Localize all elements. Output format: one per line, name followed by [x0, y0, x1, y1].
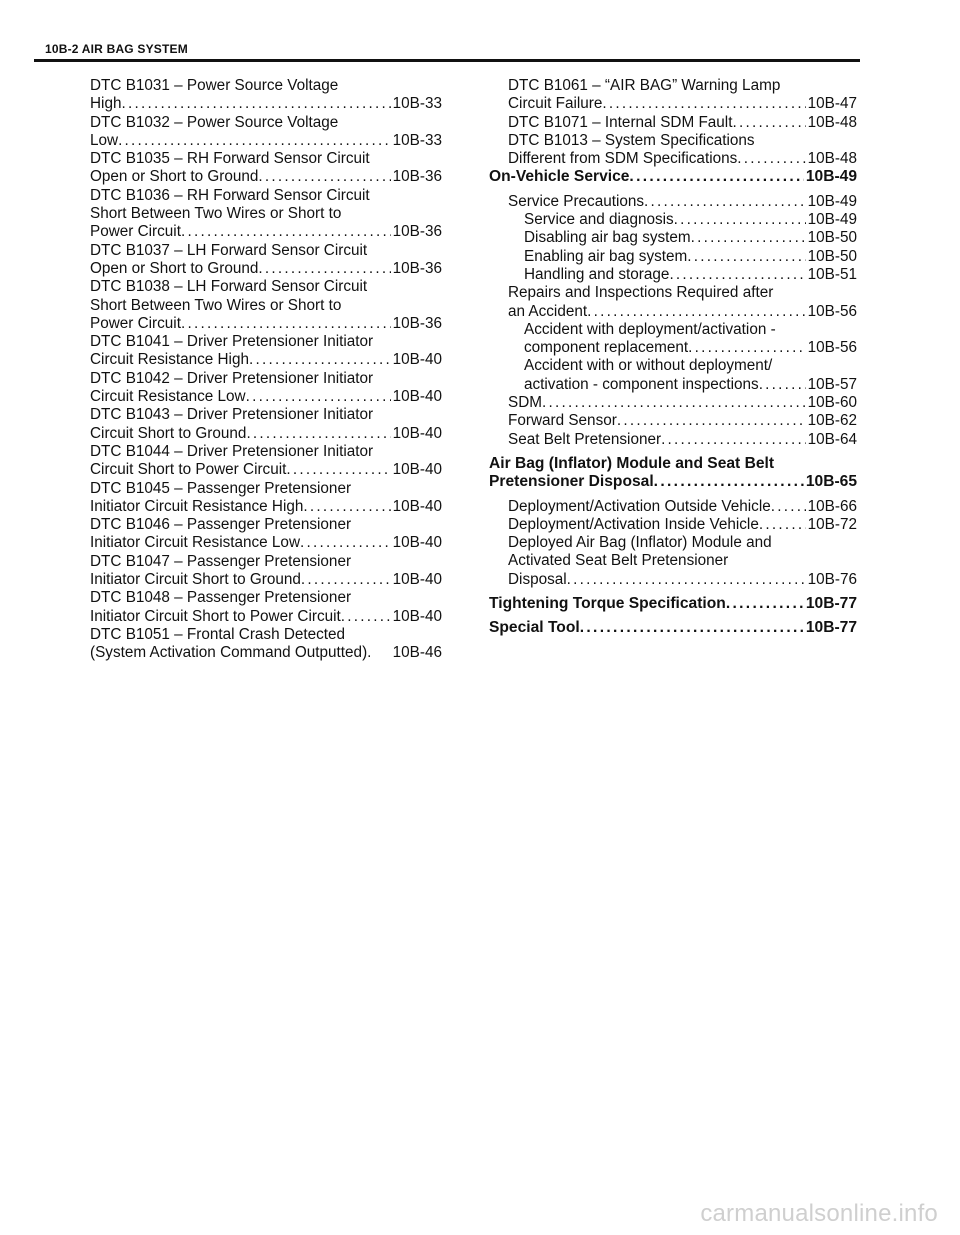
toc-entry-text: Handling and storage	[524, 265, 670, 283]
header-rule	[34, 59, 860, 62]
toc-page-number: 10B-40	[392, 351, 442, 369]
toc-page-number: 10B-36	[392, 168, 442, 186]
toc-left-column	[90, 77, 442, 663]
dot-leader	[732, 114, 805, 132]
dot-leader	[258, 260, 390, 278]
toc-entry-text: Open or Short to Ground	[90, 259, 259, 277]
dot-leader	[759, 376, 806, 394]
toc-entry[interactable]	[90, 77, 442, 114]
dot-leader	[300, 534, 391, 552]
toc-entry-text: Service and diagnosis	[524, 211, 674, 229]
toc-entry-text: activation - component inspections	[524, 375, 759, 393]
toc-entry[interactable]	[90, 114, 442, 151]
toc-entry-text: DTC B1048 – Passenger Pretensioner	[90, 589, 352, 607]
toc-page-number: 10B-40	[392, 571, 442, 589]
toc-entry[interactable]	[489, 431, 857, 449]
dot-leader	[301, 571, 391, 589]
dot-leader	[341, 608, 391, 626]
toc-entry[interactable]	[489, 248, 857, 266]
toc-entry-text: Activated Seat Belt Pretensioner	[508, 552, 729, 570]
toc-entry[interactable]	[489, 266, 857, 284]
toc-entry-text: DTC B1041 – Driver Pretensioner Initiator	[90, 333, 374, 351]
toc-page-number: 10B-40	[392, 424, 442, 442]
toc-entry-text: Initiator Circuit Short to Ground	[90, 571, 301, 589]
toc-entry[interactable]	[489, 114, 857, 132]
toc-entry-text: Short Between Two Wires or Short to	[90, 296, 342, 314]
dot-leader	[286, 461, 390, 479]
toc-entry[interactable]	[90, 553, 442, 590]
dot-leader	[726, 595, 804, 613]
toc-page-number: 10B-72	[807, 515, 857, 533]
dot-leader	[246, 388, 391, 406]
toc-entry-text: High	[90, 95, 122, 113]
toc-entry-text: DTC B1061 – “AIR BAG” Warning Lamp	[508, 77, 781, 94]
toc-entry[interactable]	[90, 187, 442, 242]
toc-page-number: 10B-62	[807, 412, 857, 430]
toc-entry[interactable]	[489, 516, 857, 534]
toc-page-number: 10B-40	[392, 461, 442, 479]
toc-entry[interactable]	[489, 321, 857, 358]
toc-entry-text: Repairs and Inspections Required after	[508, 284, 774, 302]
toc-entry-text: DTC B1047 – Passenger Pretensioner	[90, 552, 352, 570]
toc-entry-text: Seat Belt Pretensioner	[508, 430, 662, 448]
toc-page-number: 10B-36	[392, 314, 442, 332]
toc-entry[interactable]	[489, 595, 857, 613]
toc-entry-text: DTC B1037 – LH Forward Sensor Circuit	[90, 241, 368, 259]
toc-page-number: 10B-56	[807, 339, 857, 357]
toc-entry[interactable]	[489, 357, 857, 394]
toc-entry[interactable]	[489, 229, 857, 247]
toc-entry-text: DTC B1032 – Power Source Voltage	[90, 113, 339, 131]
dot-leader	[688, 339, 806, 357]
toc-entry-text: DTC B1036 – RH Forward Sensor Circuit	[90, 186, 370, 204]
dot-leader	[567, 571, 806, 589]
toc-entry-text: DTC B1035 – RH Forward Sensor Circuit	[90, 150, 370, 168]
toc-page-number: 10B-65	[805, 473, 857, 491]
toc-page-number: 10B-50	[807, 247, 857, 265]
toc-entry-text: Accident with or without deployment/	[524, 357, 773, 375]
toc-page-number: 10B-33	[392, 131, 442, 149]
toc-entry[interactable]	[90, 443, 442, 480]
toc-entry-text: DTC B1044 – Driver Pretensioner Initiator	[90, 442, 374, 460]
toc-entry-text: Short Between Two Wires or Short to	[90, 205, 342, 223]
toc-page-number: 10B-51	[807, 265, 857, 283]
toc-entry-text: Tightening Torque Specification	[489, 595, 726, 613]
dot-leader	[580, 619, 804, 637]
toc-entry[interactable]	[489, 132, 857, 169]
toc-entry-text: component replacement	[524, 339, 689, 357]
toc-entry[interactable]	[489, 498, 857, 516]
toc-page-number: 10B-33	[392, 95, 442, 113]
toc-entry-text: DTC B1045 – Passenger Pretensioner	[90, 479, 352, 497]
toc-entry-text: Initiator Circuit Resistance High	[90, 497, 304, 515]
dot-leader	[303, 498, 390, 516]
toc-page-number: 10B-46	[392, 644, 442, 662]
toc-entry[interactable]	[489, 284, 857, 321]
toc-entry-text: Initiator Circuit Short to Power Circuit	[90, 607, 341, 625]
toc-entry-text: DTC B1043 – Driver Pretensioner Initiator	[90, 406, 374, 424]
toc-entry-text: DTC B1051 – Frontal Crash Detected	[90, 625, 346, 643]
toc-entry[interactable]	[90, 333, 442, 370]
toc-entry-text: DTC B1013 – System Specifications	[508, 131, 755, 149]
toc-entry-text: Deployed Air Bag (Inflator) Module and	[508, 534, 772, 552]
dot-leader	[674, 211, 806, 229]
toc-entry[interactable]	[90, 480, 442, 517]
dot-leader	[737, 150, 805, 168]
dot-leader	[258, 168, 390, 186]
toc-entry[interactable]	[489, 455, 857, 492]
toc-entry[interactable]	[90, 516, 442, 553]
toc-page-number: 10B-49	[807, 211, 857, 229]
toc-entry-text: Initiator Circuit Resistance Low	[90, 534, 300, 552]
toc-page-number: 10B-48	[807, 113, 857, 131]
dot-leader	[121, 95, 390, 113]
toc-entry-text: Circuit Short to Ground	[90, 424, 247, 442]
toc-page-number: 10B-56	[807, 302, 857, 320]
toc-entry-text: Circuit Short to Power Circuit	[90, 461, 287, 479]
toc-entry-text: Different from SDM Specifications	[508, 150, 738, 168]
toc-page-number: 10B-40	[392, 534, 442, 552]
toc-entry[interactable]	[90, 406, 442, 443]
toc-entry-text: SDM	[508, 394, 542, 412]
dot-leader	[691, 229, 806, 247]
dot-leader	[602, 95, 805, 113]
toc-page-number: 10B-66	[807, 497, 857, 515]
toc-page-number: 10B-49	[807, 192, 857, 210]
toc-page-number: 10B-77	[805, 595, 857, 613]
toc-entry-text: Air Bag (Inflator) Module and Seat Belt	[489, 454, 775, 472]
dot-leader	[249, 351, 391, 369]
toc-entry-text: DTC B1031 – Power Source Voltage	[90, 77, 339, 94]
toc-entry-text: Pretensioner Disposal	[489, 473, 654, 491]
dot-leader	[118, 132, 391, 150]
toc-page-number: 10B-36	[392, 259, 442, 277]
toc-entry[interactable]	[90, 150, 442, 187]
dot-leader	[587, 303, 806, 321]
toc-entry[interactable]	[489, 619, 857, 637]
toc-entry-text: (System Activation Command Outputted).	[90, 644, 372, 662]
toc-entry[interactable]	[489, 211, 857, 229]
toc-page-number: 10B-60	[807, 394, 857, 412]
toc-page-number: 10B-40	[392, 497, 442, 515]
toc-page-number: 10B-77	[805, 619, 857, 637]
toc-page-number: 10B-49	[805, 168, 857, 186]
toc-entry-text: Deployment/Activation Inside Vehicle	[508, 515, 759, 533]
toc-entry[interactable]	[489, 534, 857, 589]
page-header: 10B-2 AIR BAG SYSTEM	[45, 42, 188, 56]
toc-page-number: 10B-47	[807, 95, 857, 113]
toc-entry-text: Accident with deployment/activation -	[524, 320, 776, 338]
toc-entry-text: DTC B1071 – Internal SDM Fault	[508, 113, 733, 131]
toc-page-number: 10B-50	[807, 229, 857, 247]
dot-leader	[629, 168, 803, 186]
toc-entry-text: On-Vehicle Service	[489, 168, 630, 186]
toc-entry[interactable]	[90, 242, 442, 279]
dot-leader	[246, 425, 390, 443]
toc-page-number: 10B-57	[807, 375, 857, 393]
toc-entry-text: Disabling air bag system	[524, 229, 691, 247]
toc-entry[interactable]	[489, 412, 857, 430]
toc-page-number: 10B-36	[392, 223, 442, 241]
dot-leader	[661, 431, 806, 449]
toc-entry[interactable]	[489, 168, 857, 186]
dot-leader	[687, 248, 805, 266]
toc-entry-text: DTC B1038 – LH Forward Sensor Circuit	[90, 278, 368, 296]
toc-entry-text: Disposal	[508, 570, 567, 588]
toc-entry-text: Circuit Resistance High	[90, 351, 249, 369]
toc-entry-text: Service Precautions	[508, 192, 645, 210]
watermark: carmanualsonline.info	[700, 1200, 938, 1227]
toc-entry-text: Power Circuit	[90, 223, 181, 241]
toc-entry[interactable]	[90, 278, 442, 333]
toc-entry-text: Special Tool	[489, 619, 580, 637]
toc-entry-text: Low	[90, 131, 119, 149]
toc-page-number: 10B-40	[392, 607, 442, 625]
toc-entry[interactable]	[489, 394, 857, 412]
dot-leader	[759, 516, 806, 534]
dot-leader	[181, 315, 391, 333]
dot-leader	[542, 394, 806, 412]
toc-entry[interactable]	[90, 370, 442, 407]
toc-entry[interactable]	[90, 626, 442, 663]
toc-entry-text: Forward Sensor	[508, 412, 617, 430]
toc-entry[interactable]	[489, 77, 857, 114]
dot-leader	[617, 412, 806, 430]
toc-page-number: 10B-64	[807, 430, 857, 448]
dot-leader	[644, 193, 806, 211]
toc-entry-text: Circuit Failure	[508, 95, 603, 113]
toc-entry[interactable]	[90, 589, 442, 626]
dot-leader	[654, 473, 804, 491]
toc-entry-text: DTC B1042 – Driver Pretensioner Initiator	[90, 369, 374, 387]
toc-page-number: 10B-40	[392, 388, 442, 406]
toc-entry-text: an Accident	[508, 302, 588, 320]
toc-entry-text: DTC B1046 – Passenger Pretensioner	[90, 516, 352, 534]
toc-entry-text: Circuit Resistance Low	[90, 388, 246, 406]
toc-page-number: 10B-48	[807, 150, 857, 168]
toc-entry-text: Power Circuit	[90, 314, 181, 332]
toc-entry-text: Enabling air bag system	[524, 247, 688, 265]
dot-leader	[771, 498, 806, 516]
toc-page-number: 10B-76	[807, 570, 857, 588]
toc-entry[interactable]	[489, 193, 857, 211]
toc-entry-text: Open or Short to Ground	[90, 168, 259, 186]
toc-entry-text: Deployment/Activation Outside Vehicle	[508, 497, 771, 515]
dot-leader	[669, 266, 805, 284]
dot-leader	[181, 223, 391, 241]
toc-right-column	[489, 77, 857, 638]
